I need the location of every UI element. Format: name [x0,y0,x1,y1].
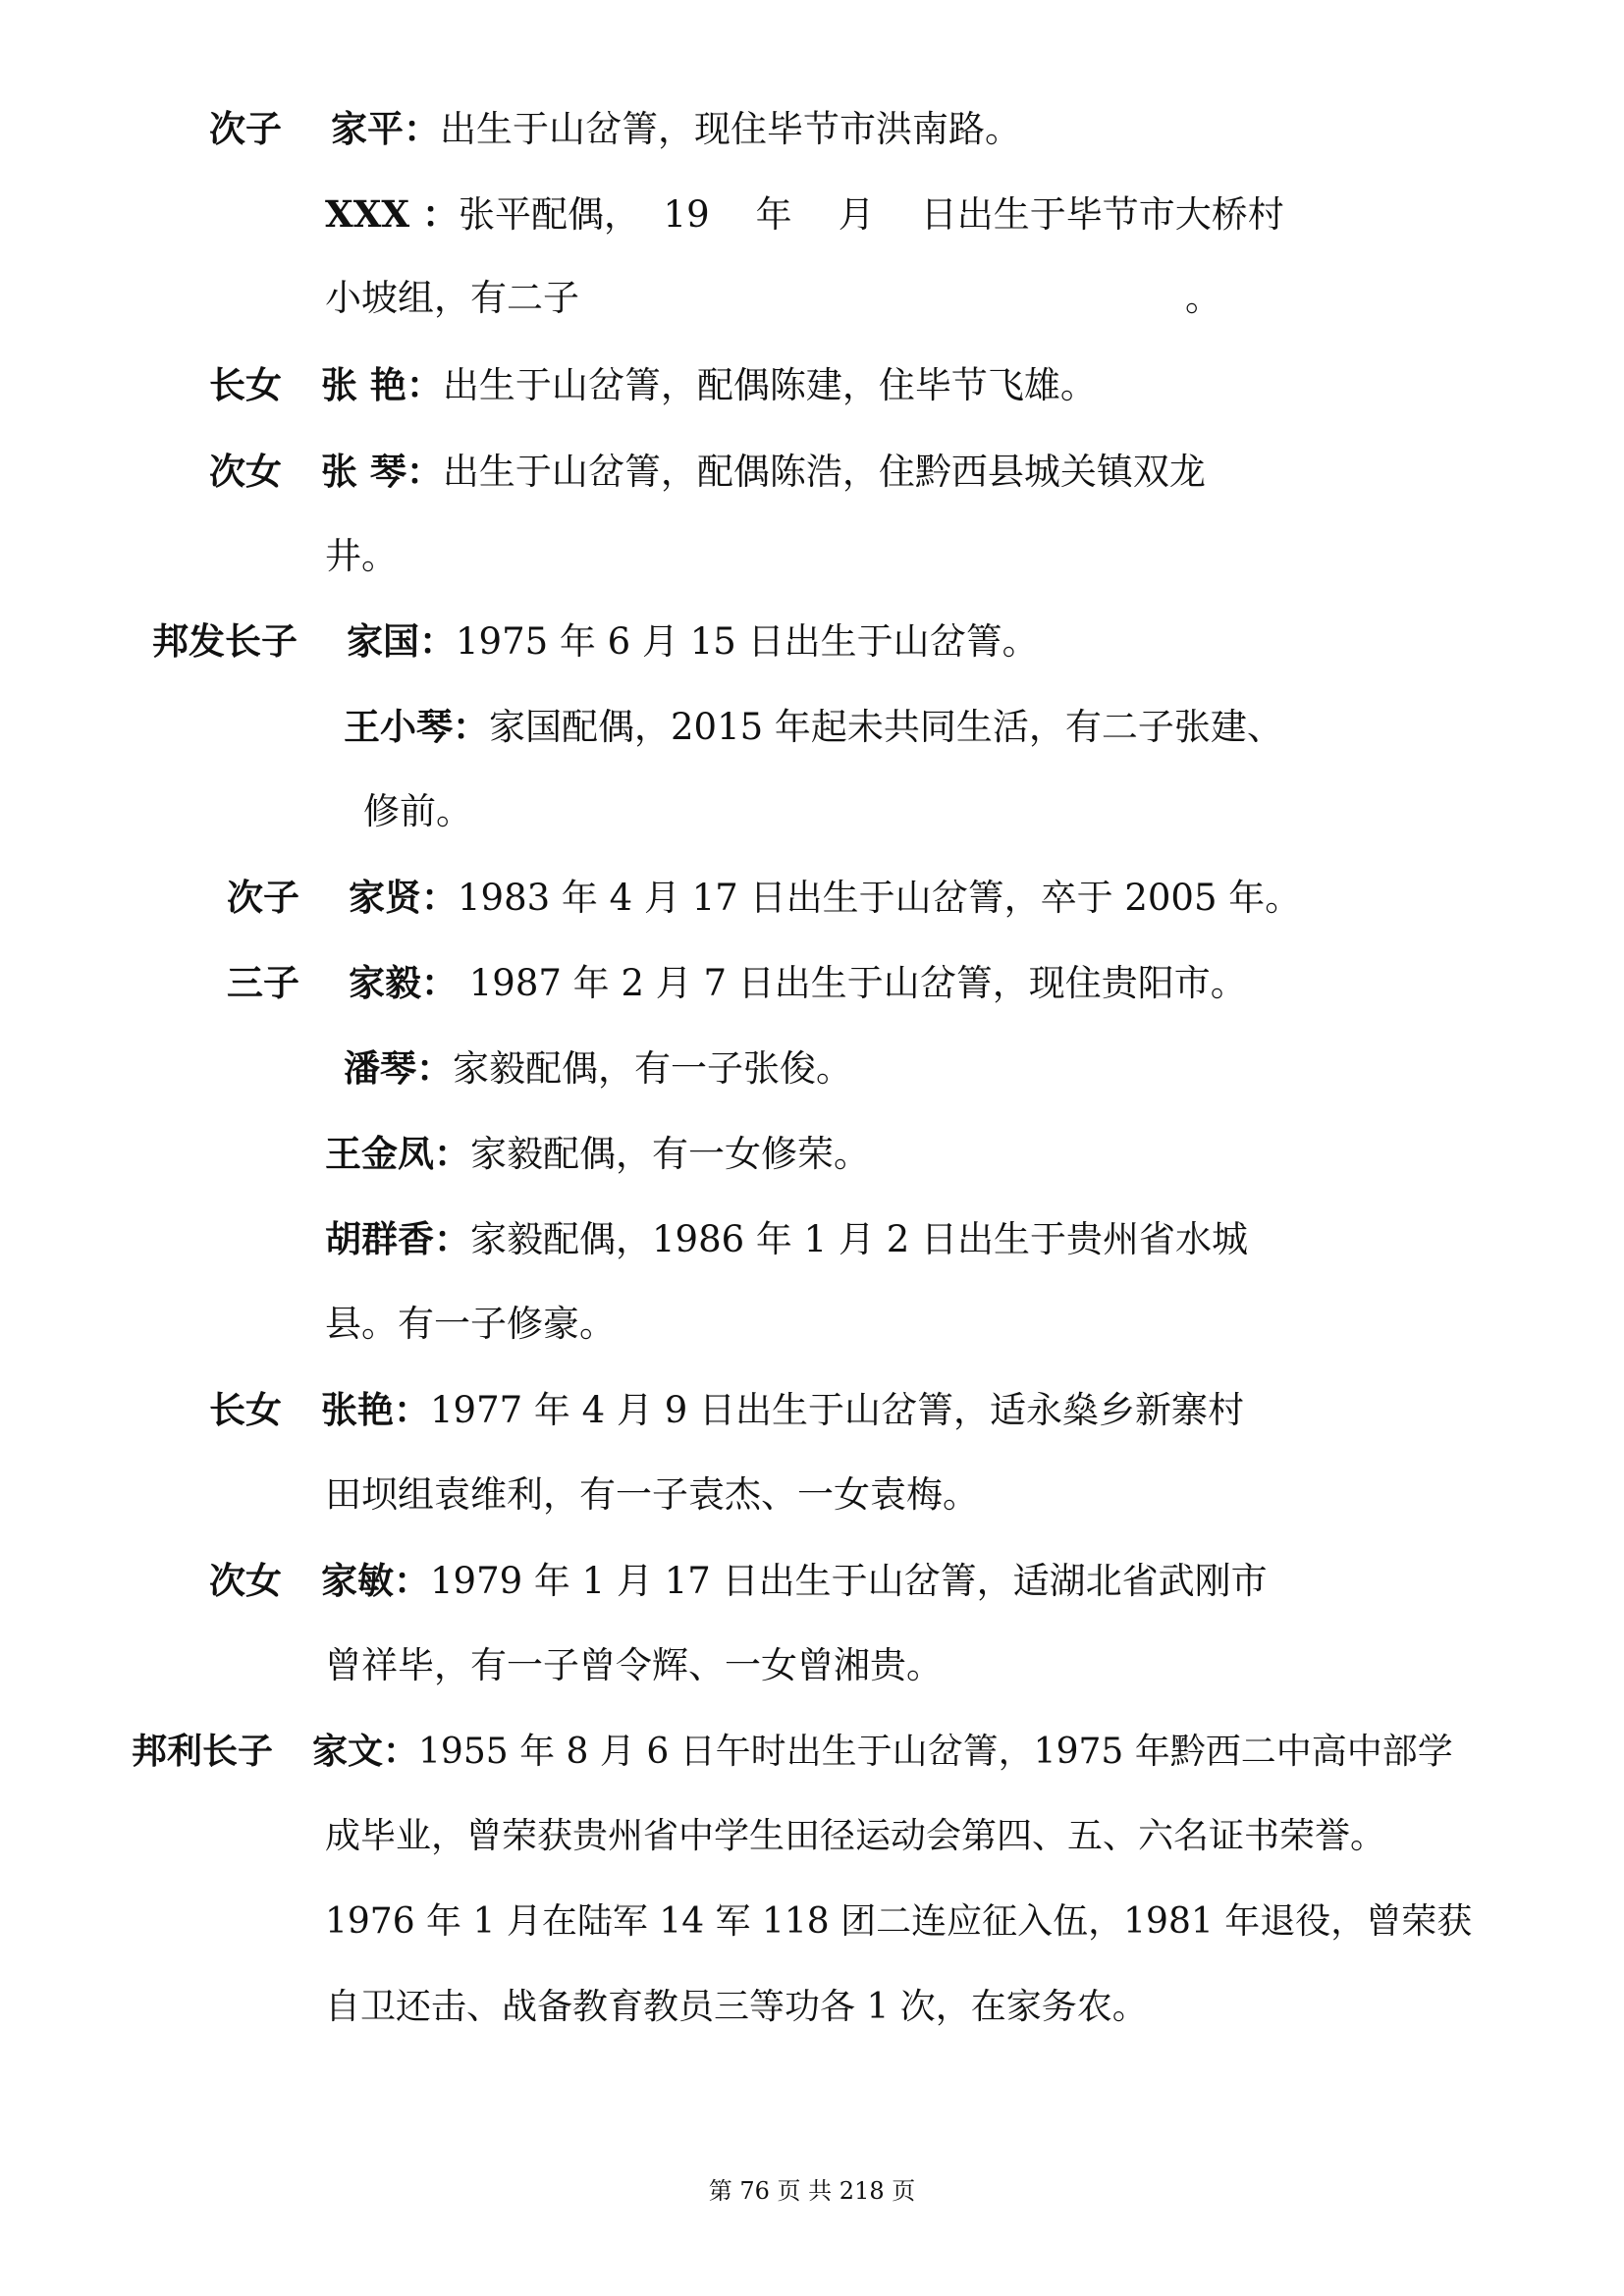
entry-text: 出生于山岔箐，配偶陈浩，住黔西县城关镇双龙 [442,451,1206,493]
entry-text: 出生于山岔箐，现住毕节市洪南路。 [440,108,1021,150]
entry-line [209,450,1206,493]
person-name: 家平： [331,107,440,150]
entry-text: 1983 年 4 月 17 日出生于山岔箐，卒于 2005 年。 [458,877,1302,919]
entry-text: 1977 年 4 月 9 日出生于山岔箐，适永燊乡新寨村 [430,1389,1245,1431]
person-name: 家毅： [349,961,458,1004]
person-name: 王金凤： [325,1132,470,1175]
relation-label: 次女 [209,450,282,493]
entry-line [209,1559,1268,1602]
entry-text: 小坡组，有二子 [325,277,579,319]
entry-text: 家毅配偶，有一子张俊。 [453,1047,852,1090]
entry-line [132,1730,1453,1773]
entry-text: 出生于山岔箐，配偶陈建，住毕节飞雄。 [442,364,1097,406]
entry-text: 1987 年 2 月 7 日出生于山岔箐，现住贵阳市。 [458,962,1247,1004]
person-name: 王小琴： [344,705,489,748]
entry-text: 县。有一子修豪。 [325,1303,616,1345]
entry-line [325,1473,979,1517]
relation-label: 次女 [209,1559,282,1602]
entry-line [227,876,1301,919]
entry-line [344,1046,852,1090]
entry-text: 家国配偶，2015 年起未共同生活，有二子张建、 [489,706,1283,748]
entry-line [325,1986,1148,2029]
entry-text: 家毅配偶，1986 年 1 月 2 日出生于贵州省水城 [470,1218,1249,1260]
entry-text-end: 。 [1185,277,1221,319]
person-name: 家国： [347,619,456,663]
entry-line [325,192,1284,236]
entry-line [325,1132,870,1175]
person-name: 家敏： [321,1559,430,1602]
person-name: 家文： [312,1731,419,1772]
person-name: XXX ： [325,192,460,236]
entry-line [325,1815,1385,1858]
entry-line [363,790,472,833]
entry-text: 曾祥毕，有一子曾令辉、一女曾湘贵。 [325,1644,943,1686]
relation-label: 次子 [227,876,299,919]
entry-text: 田坝组袁维利，有一子袁杰、一女袁梅。 [325,1473,979,1516]
entry-text: 1955 年 8 月 6 日午时出生于山岔箐，1975 年黔西二中高中部学 [418,1732,1453,1772]
entry-line [209,1388,1244,1431]
entry-text: 1975 年 6 月 15 日出生于山岔箐。 [456,620,1039,663]
entry-text: 家毅配偶，有一女修荣。 [470,1133,870,1175]
person-name: 家贤： [349,876,458,919]
entry-line [325,535,398,578]
entry-line [325,1303,616,1346]
entry-text: 1979 年 1 月 17 日出生于山岔箐，适湖北省武刚市 [430,1560,1268,1602]
entry-text: 自卫还击、战备教育教员三等功各 1 次，在家务农。 [325,1987,1148,2027]
entry-line [152,619,1039,663]
person-name: 张艳： [321,1388,430,1431]
entry-text: 修前。 [363,790,472,832]
relation-label: 邦发长子 [152,619,298,663]
entry-line [325,277,1228,320]
entry-text: 张平配偶， 19 年 月 日出生于毕节市大桥村 [459,193,1284,236]
relation-label: 次子 [209,107,282,150]
relation-label: 三子 [227,961,299,1004]
relation-label: 邦利长子 [132,1731,274,1772]
entry-line [209,107,1021,150]
entry-line [227,961,1247,1004]
person-name: 潘琴： [344,1046,453,1090]
entry-line [325,1900,1472,1944]
page-footer: 第 76 页 共 218 页 [708,2177,916,2205]
entry-text: 井。 [325,535,398,577]
entry-text: 1976 年 1 月在陆军 14 军 118 团二连应征入伍，1981 年退役，曾荣获 [325,1901,1473,1942]
person-name: 张 琴： [321,450,443,493]
entry-line [325,1217,1248,1260]
entry-text: 成毕业，曾荣获贵州省中学生田径运动会第四、五、六名证书荣誉。 [325,1816,1386,1856]
person-name: 胡群香： [325,1217,470,1260]
relation-label: 长女 [209,1388,282,1431]
entry-line [344,705,1283,748]
entry-line [209,363,1097,406]
relation-label: 长女 [209,363,282,406]
entry-line [325,1644,943,1687]
person-name: 张 艳： [321,363,443,406]
